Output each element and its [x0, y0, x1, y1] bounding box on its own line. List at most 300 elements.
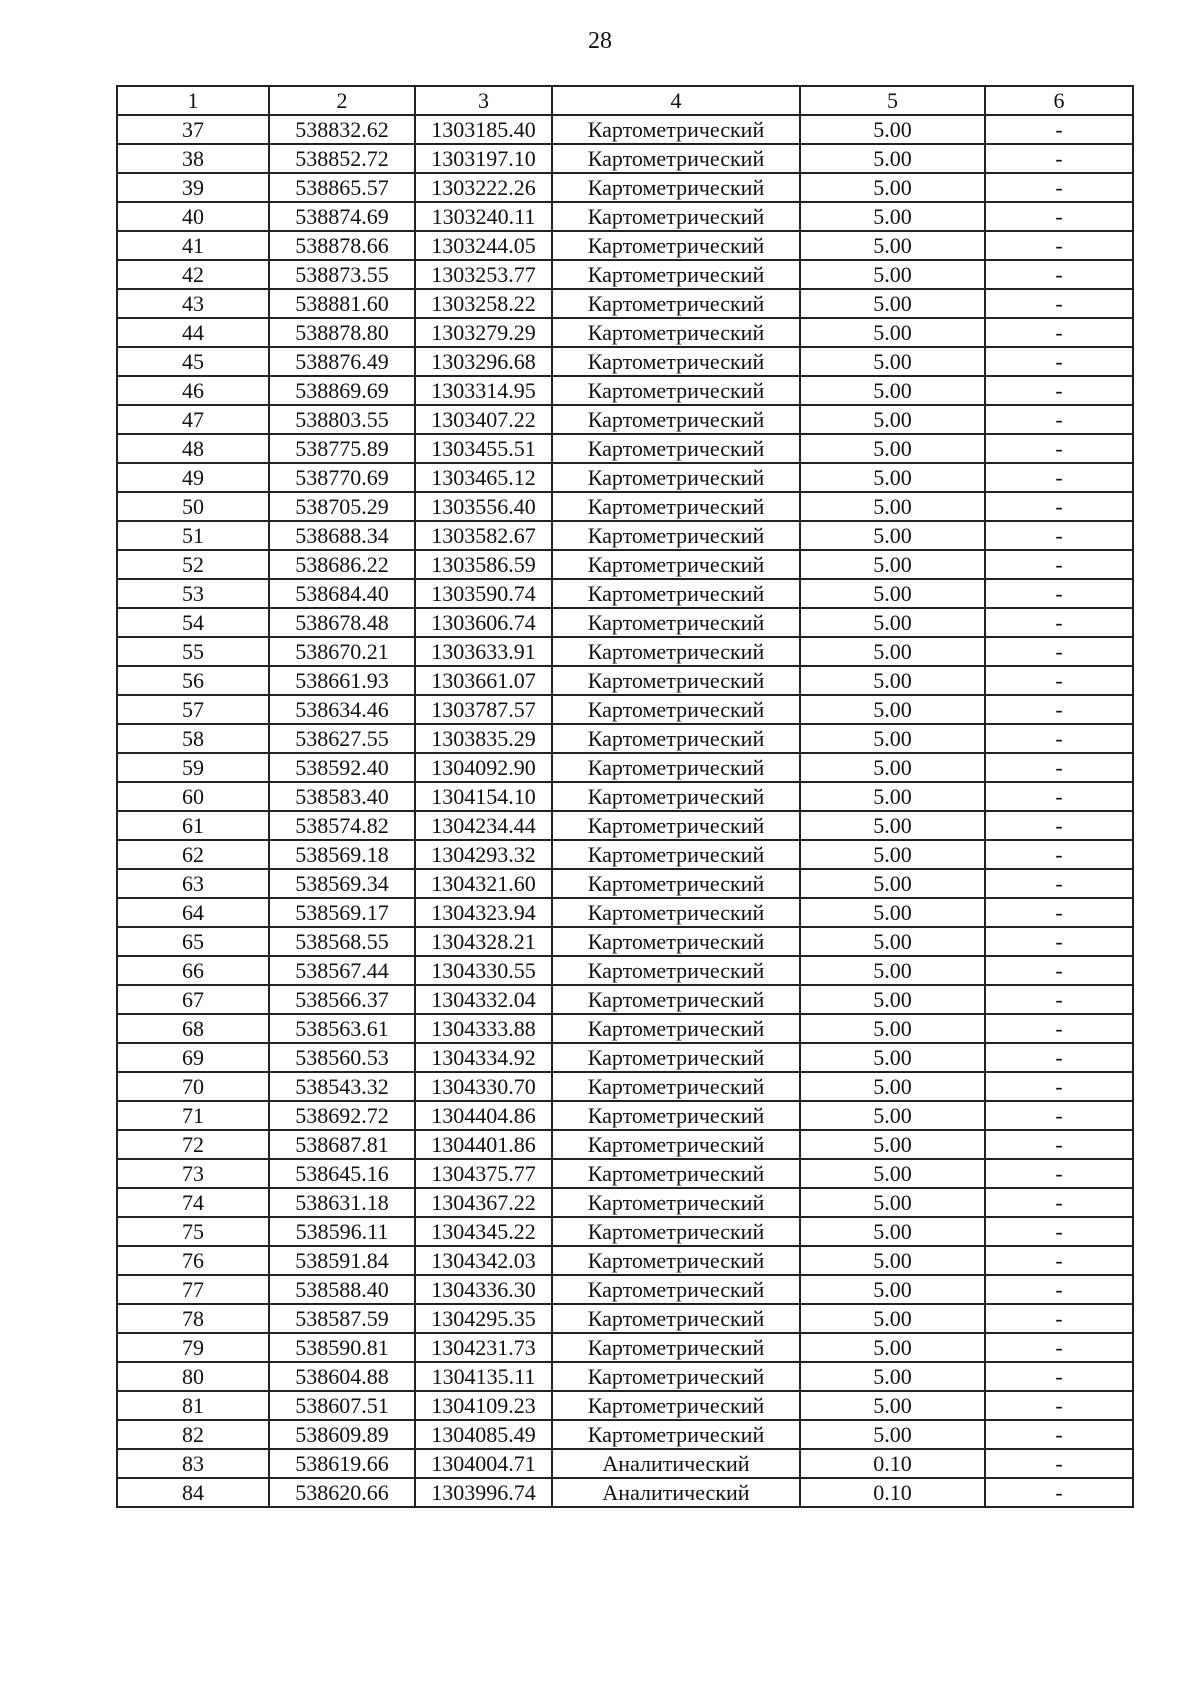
method-cell: Картометрический: [552, 144, 800, 173]
method-cell: Картометрический: [552, 260, 800, 289]
note-cell: -: [985, 1304, 1133, 1333]
x-coordinate-cell: 538587.59: [269, 1304, 415, 1333]
point-number-cell: 38: [117, 144, 269, 173]
point-number-cell: 81: [117, 1391, 269, 1420]
table-row: [117, 347, 1133, 376]
accuracy-cell: 0.10: [800, 1478, 985, 1507]
x-coordinate-cell: 538620.66: [269, 1478, 415, 1507]
page-number: 28: [588, 28, 612, 54]
x-coordinate-cell: 538876.49: [269, 347, 415, 376]
accuracy-cell: 5.00: [800, 521, 985, 550]
note-cell: -: [985, 1043, 1133, 1072]
y-coordinate-cell: 1303296.68: [415, 347, 552, 376]
note-cell: -: [985, 724, 1133, 753]
y-coordinate-cell: 1303996.74: [415, 1478, 552, 1507]
y-coordinate-cell: 1304334.92: [415, 1043, 552, 1072]
method-cell: Картометрический: [552, 1043, 800, 1072]
x-coordinate-cell: 538569.18: [269, 840, 415, 869]
x-coordinate-cell: 538678.48: [269, 608, 415, 637]
note-cell: -: [985, 173, 1133, 202]
point-number-cell: 71: [117, 1101, 269, 1130]
note-cell: -: [985, 666, 1133, 695]
y-coordinate-cell: 1304332.04: [415, 985, 552, 1014]
x-coordinate-cell: 538607.51: [269, 1391, 415, 1420]
table-row: [117, 666, 1133, 695]
table-row: [117, 1159, 1133, 1188]
point-number-cell: 56: [117, 666, 269, 695]
point-number-cell: 53: [117, 579, 269, 608]
x-coordinate-cell: 538627.55: [269, 724, 415, 753]
y-coordinate-cell: 1303582.67: [415, 521, 552, 550]
method-cell: Картометрический: [552, 869, 800, 898]
accuracy-cell: 5.00: [800, 492, 985, 521]
note-cell: -: [985, 1014, 1133, 1043]
note-cell: -: [985, 231, 1133, 260]
accuracy-cell: 5.00: [800, 260, 985, 289]
point-number-cell: 47: [117, 405, 269, 434]
y-coordinate-cell: 1303465.12: [415, 463, 552, 492]
y-coordinate-cell: 1303556.40: [415, 492, 552, 521]
accuracy-cell: 5.00: [800, 1159, 985, 1188]
point-number-cell: 49: [117, 463, 269, 492]
column-header: 1: [117, 86, 269, 115]
x-coordinate-cell: 538684.40: [269, 579, 415, 608]
point-number-cell: 40: [117, 202, 269, 231]
table-row: [117, 1391, 1133, 1420]
note-cell: -: [985, 521, 1133, 550]
point-number-cell: 39: [117, 173, 269, 202]
accuracy-cell: 5.00: [800, 376, 985, 405]
accuracy-cell: 5.00: [800, 1101, 985, 1130]
accuracy-cell: 5.00: [800, 927, 985, 956]
x-coordinate-cell: 538591.84: [269, 1246, 415, 1275]
note-cell: -: [985, 1362, 1133, 1391]
accuracy-cell: 5.00: [800, 289, 985, 318]
column-header: 4: [552, 86, 800, 115]
accuracy-cell: 5.00: [800, 434, 985, 463]
accuracy-cell: 5.00: [800, 347, 985, 376]
point-number-cell: 42: [117, 260, 269, 289]
method-cell: Картометрический: [552, 579, 800, 608]
table-row: [117, 463, 1133, 492]
note-cell: -: [985, 405, 1133, 434]
x-coordinate-cell: 538692.72: [269, 1101, 415, 1130]
note-cell: -: [985, 1420, 1133, 1449]
table-row: [117, 608, 1133, 637]
x-coordinate-cell: 538874.69: [269, 202, 415, 231]
table-row: [117, 1072, 1133, 1101]
note-cell: -: [985, 1275, 1133, 1304]
x-coordinate-cell: 538568.55: [269, 927, 415, 956]
table-row: [117, 492, 1133, 521]
accuracy-cell: 5.00: [800, 869, 985, 898]
note-cell: -: [985, 898, 1133, 927]
table-row: [117, 1188, 1133, 1217]
accuracy-cell: 5.00: [800, 144, 985, 173]
point-number-cell: 79: [117, 1333, 269, 1362]
accuracy-cell: 5.00: [800, 579, 985, 608]
point-number-cell: 80: [117, 1362, 269, 1391]
point-number-cell: 41: [117, 231, 269, 260]
note-cell: -: [985, 144, 1133, 173]
accuracy-cell: 5.00: [800, 695, 985, 724]
note-cell: -: [985, 956, 1133, 985]
y-coordinate-cell: 1304295.35: [415, 1304, 552, 1333]
x-coordinate-cell: 538881.60: [269, 289, 415, 318]
x-coordinate-cell: 538878.66: [269, 231, 415, 260]
accuracy-cell: 5.00: [800, 231, 985, 260]
method-cell: Картометрический: [552, 1391, 800, 1420]
point-number-cell: 43: [117, 289, 269, 318]
method-cell: Аналитический: [552, 1449, 800, 1478]
point-number-cell: 82: [117, 1420, 269, 1449]
x-coordinate-cell: 538705.29: [269, 492, 415, 521]
note-cell: -: [985, 463, 1133, 492]
note-cell: -: [985, 1478, 1133, 1507]
x-coordinate-cell: 538832.62: [269, 115, 415, 144]
x-coordinate-cell: 538560.53: [269, 1043, 415, 1072]
table-row: [117, 144, 1133, 173]
point-number-cell: 65: [117, 927, 269, 956]
table-row: [117, 898, 1133, 927]
point-number-cell: 78: [117, 1304, 269, 1333]
table-row: [117, 782, 1133, 811]
accuracy-cell: 5.00: [800, 811, 985, 840]
accuracy-cell: 5.00: [800, 1014, 985, 1043]
table-row: [117, 115, 1133, 144]
point-number-cell: 74: [117, 1188, 269, 1217]
x-coordinate-cell: 538878.80: [269, 318, 415, 347]
y-coordinate-cell: 1304375.77: [415, 1159, 552, 1188]
accuracy-cell: 5.00: [800, 608, 985, 637]
column-header: 2: [269, 86, 415, 115]
method-cell: Картометрический: [552, 927, 800, 956]
note-cell: -: [985, 492, 1133, 521]
point-number-cell: 62: [117, 840, 269, 869]
accuracy-cell: 5.00: [800, 1217, 985, 1246]
note-cell: -: [985, 811, 1133, 840]
x-coordinate-cell: 538567.44: [269, 956, 415, 985]
y-coordinate-cell: 1303244.05: [415, 231, 552, 260]
y-coordinate-cell: 1304234.44: [415, 811, 552, 840]
accuracy-cell: 0.10: [800, 1449, 985, 1478]
table-row: [117, 231, 1133, 260]
x-coordinate-cell: 538592.40: [269, 753, 415, 782]
point-number-cell: 84: [117, 1478, 269, 1507]
y-coordinate-cell: 1304342.03: [415, 1246, 552, 1275]
accuracy-cell: 5.00: [800, 840, 985, 869]
point-number-cell: 73: [117, 1159, 269, 1188]
note-cell: -: [985, 1159, 1133, 1188]
note-cell: -: [985, 376, 1133, 405]
column-header: 5: [800, 86, 985, 115]
y-coordinate-cell: 1303633.91: [415, 637, 552, 666]
x-coordinate-cell: 538645.16: [269, 1159, 415, 1188]
table-row: [117, 289, 1133, 318]
note-cell: -: [985, 347, 1133, 376]
y-coordinate-cell: 1304404.86: [415, 1101, 552, 1130]
method-cell: Картометрический: [552, 753, 800, 782]
table-row: [117, 956, 1133, 985]
table-row: [117, 550, 1133, 579]
x-coordinate-cell: 538803.55: [269, 405, 415, 434]
method-cell: Картометрический: [552, 1072, 800, 1101]
accuracy-cell: 5.00: [800, 1362, 985, 1391]
accuracy-cell: 5.00: [800, 1420, 985, 1449]
y-coordinate-cell: 1303240.11: [415, 202, 552, 231]
y-coordinate-cell: 1303590.74: [415, 579, 552, 608]
table-row: [117, 376, 1133, 405]
method-cell: Картометрический: [552, 724, 800, 753]
note-cell: -: [985, 840, 1133, 869]
accuracy-cell: 5.00: [800, 1391, 985, 1420]
x-coordinate-cell: 538869.69: [269, 376, 415, 405]
point-number-cell: 67: [117, 985, 269, 1014]
method-cell: Картометрический: [552, 173, 800, 202]
table-row: [117, 1333, 1133, 1362]
note-cell: -: [985, 927, 1133, 956]
accuracy-cell: 5.00: [800, 1130, 985, 1159]
x-coordinate-cell: 538670.21: [269, 637, 415, 666]
table-row: [117, 434, 1133, 463]
x-coordinate-cell: 538631.18: [269, 1188, 415, 1217]
method-cell: Картометрический: [552, 637, 800, 666]
x-coordinate-cell: 538569.17: [269, 898, 415, 927]
table-row: [117, 1246, 1133, 1275]
note-cell: -: [985, 202, 1133, 231]
method-cell: Картометрический: [552, 1188, 800, 1217]
method-cell: Картометрический: [552, 1014, 800, 1043]
note-cell: -: [985, 318, 1133, 347]
x-coordinate-cell: 538687.81: [269, 1130, 415, 1159]
method-cell: Картометрический: [552, 1420, 800, 1449]
method-cell: Картометрический: [552, 1217, 800, 1246]
point-number-cell: 61: [117, 811, 269, 840]
table-row: [117, 927, 1133, 956]
table-row: [117, 1014, 1133, 1043]
note-cell: -: [985, 695, 1133, 724]
accuracy-cell: 5.00: [800, 405, 985, 434]
x-coordinate-cell: 538566.37: [269, 985, 415, 1014]
note-cell: -: [985, 550, 1133, 579]
x-coordinate-cell: 538583.40: [269, 782, 415, 811]
y-coordinate-cell: 1303279.29: [415, 318, 552, 347]
table-row: [117, 405, 1133, 434]
point-number-cell: 51: [117, 521, 269, 550]
note-cell: -: [985, 579, 1133, 608]
y-coordinate-cell: 1303314.95: [415, 376, 552, 405]
x-coordinate-cell: 538590.81: [269, 1333, 415, 1362]
table-row: [117, 695, 1133, 724]
x-coordinate-cell: 538604.88: [269, 1362, 415, 1391]
x-coordinate-cell: 538661.93: [269, 666, 415, 695]
accuracy-cell: 5.00: [800, 956, 985, 985]
note-cell: -: [985, 637, 1133, 666]
table-row: [117, 840, 1133, 869]
method-cell: Картометрический: [552, 666, 800, 695]
point-number-cell: 72: [117, 1130, 269, 1159]
y-coordinate-cell: 1304330.55: [415, 956, 552, 985]
y-coordinate-cell: 1303258.22: [415, 289, 552, 318]
note-cell: -: [985, 753, 1133, 782]
table-row: [117, 1275, 1133, 1304]
point-number-cell: 37: [117, 115, 269, 144]
point-number-cell: 77: [117, 1275, 269, 1304]
method-cell: Картометрический: [552, 1246, 800, 1275]
note-cell: -: [985, 1449, 1133, 1478]
accuracy-cell: 5.00: [800, 1246, 985, 1275]
y-coordinate-cell: 1304328.21: [415, 927, 552, 956]
method-cell: Картометрический: [552, 231, 800, 260]
table-row: [117, 724, 1133, 753]
point-number-cell: 55: [117, 637, 269, 666]
table-row: [117, 637, 1133, 666]
y-coordinate-cell: 1303197.10: [415, 144, 552, 173]
y-coordinate-cell: 1303606.74: [415, 608, 552, 637]
y-coordinate-cell: 1303787.57: [415, 695, 552, 724]
method-cell: Картометрический: [552, 463, 800, 492]
accuracy-cell: 5.00: [800, 173, 985, 202]
point-number-cell: 75: [117, 1217, 269, 1246]
table-row: [117, 1101, 1133, 1130]
table-body: [117, 115, 1133, 1507]
table-row: [117, 753, 1133, 782]
x-coordinate-cell: 538574.82: [269, 811, 415, 840]
table-row: [117, 1304, 1133, 1333]
point-number-cell: 44: [117, 318, 269, 347]
y-coordinate-cell: 1303253.77: [415, 260, 552, 289]
method-cell: Картометрический: [552, 608, 800, 637]
point-number-cell: 54: [117, 608, 269, 637]
y-coordinate-cell: 1304293.32: [415, 840, 552, 869]
method-cell: Картометрический: [552, 318, 800, 347]
method-cell: Картометрический: [552, 376, 800, 405]
method-cell: Картометрический: [552, 492, 800, 521]
point-number-cell: 57: [117, 695, 269, 724]
point-number-cell: 68: [117, 1014, 269, 1043]
note-cell: -: [985, 1333, 1133, 1362]
point-number-cell: 48: [117, 434, 269, 463]
y-coordinate-cell: 1304367.22: [415, 1188, 552, 1217]
table-row: [117, 579, 1133, 608]
accuracy-cell: 5.00: [800, 550, 985, 579]
x-coordinate-cell: 538688.34: [269, 521, 415, 550]
x-coordinate-cell: 538865.57: [269, 173, 415, 202]
method-cell: Картометрический: [552, 202, 800, 231]
y-coordinate-cell: 1303661.07: [415, 666, 552, 695]
table-row: [117, 173, 1133, 202]
point-number-cell: 59: [117, 753, 269, 782]
method-cell: Картометрический: [552, 434, 800, 463]
note-cell: -: [985, 289, 1133, 318]
accuracy-cell: 5.00: [800, 782, 985, 811]
point-number-cell: 58: [117, 724, 269, 753]
note-cell: -: [985, 1217, 1133, 1246]
x-coordinate-cell: 538686.22: [269, 550, 415, 579]
accuracy-cell: 5.00: [800, 724, 985, 753]
method-cell: Картометрический: [552, 289, 800, 318]
accuracy-cell: 5.00: [800, 1333, 985, 1362]
accuracy-cell: 5.00: [800, 753, 985, 782]
x-coordinate-cell: 538543.32: [269, 1072, 415, 1101]
method-cell: Картометрический: [552, 550, 800, 579]
method-cell: Картометрический: [552, 898, 800, 927]
accuracy-cell: 5.00: [800, 1188, 985, 1217]
accuracy-cell: 5.00: [800, 1275, 985, 1304]
y-coordinate-cell: 1304321.60: [415, 869, 552, 898]
note-cell: -: [985, 608, 1133, 637]
x-coordinate-cell: 538596.11: [269, 1217, 415, 1246]
method-cell: Картометрический: [552, 1333, 800, 1362]
method-cell: Картометрический: [552, 521, 800, 550]
point-number-cell: 46: [117, 376, 269, 405]
method-cell: Аналитический: [552, 1478, 800, 1507]
method-cell: Картометрический: [552, 1130, 800, 1159]
x-coordinate-cell: 538634.46: [269, 695, 415, 724]
point-number-cell: 63: [117, 869, 269, 898]
x-coordinate-cell: 538770.69: [269, 463, 415, 492]
accuracy-cell: 5.00: [800, 463, 985, 492]
y-coordinate-cell: 1304333.88: [415, 1014, 552, 1043]
y-coordinate-cell: 1303222.26: [415, 173, 552, 202]
accuracy-cell: 5.00: [800, 202, 985, 231]
note-cell: -: [985, 1101, 1133, 1130]
x-coordinate-cell: 538873.55: [269, 260, 415, 289]
x-coordinate-cell: 538588.40: [269, 1275, 415, 1304]
y-coordinate-cell: 1304109.23: [415, 1391, 552, 1420]
note-cell: -: [985, 1072, 1133, 1101]
accuracy-cell: 5.00: [800, 1304, 985, 1333]
method-cell: Картометрический: [552, 1159, 800, 1188]
table-row: [117, 1478, 1133, 1507]
table-row: [117, 260, 1133, 289]
x-coordinate-cell: 538619.66: [269, 1449, 415, 1478]
point-number-cell: 60: [117, 782, 269, 811]
point-number-cell: 64: [117, 898, 269, 927]
y-coordinate-cell: 1304004.71: [415, 1449, 552, 1478]
table-row: [117, 811, 1133, 840]
y-coordinate-cell: 1303835.29: [415, 724, 552, 753]
x-coordinate-cell: 538563.61: [269, 1014, 415, 1043]
note-cell: -: [985, 985, 1133, 1014]
point-number-cell: 45: [117, 347, 269, 376]
note-cell: -: [985, 1188, 1133, 1217]
method-cell: Картометрический: [552, 1304, 800, 1333]
table-row: [117, 1420, 1133, 1449]
x-coordinate-cell: 538852.72: [269, 144, 415, 173]
x-coordinate-cell: 538609.89: [269, 1420, 415, 1449]
method-cell: Картометрический: [552, 695, 800, 724]
y-coordinate-cell: 1303455.51: [415, 434, 552, 463]
method-cell: Картометрический: [552, 1362, 800, 1391]
point-number-cell: 52: [117, 550, 269, 579]
y-coordinate-cell: 1303407.22: [415, 405, 552, 434]
table-row: [117, 521, 1133, 550]
point-number-cell: 69: [117, 1043, 269, 1072]
x-coordinate-cell: 538569.34: [269, 869, 415, 898]
note-cell: -: [985, 1246, 1133, 1275]
accuracy-cell: 5.00: [800, 637, 985, 666]
accuracy-cell: 5.00: [800, 1043, 985, 1072]
method-cell: Картометрический: [552, 347, 800, 376]
note-cell: -: [985, 1391, 1133, 1420]
table-row: [117, 985, 1133, 1014]
table-row: [117, 869, 1133, 898]
table-row: [117, 1043, 1133, 1072]
method-cell: Картометрический: [552, 782, 800, 811]
y-coordinate-cell: 1303586.59: [415, 550, 552, 579]
method-cell: Картометрический: [552, 115, 800, 144]
